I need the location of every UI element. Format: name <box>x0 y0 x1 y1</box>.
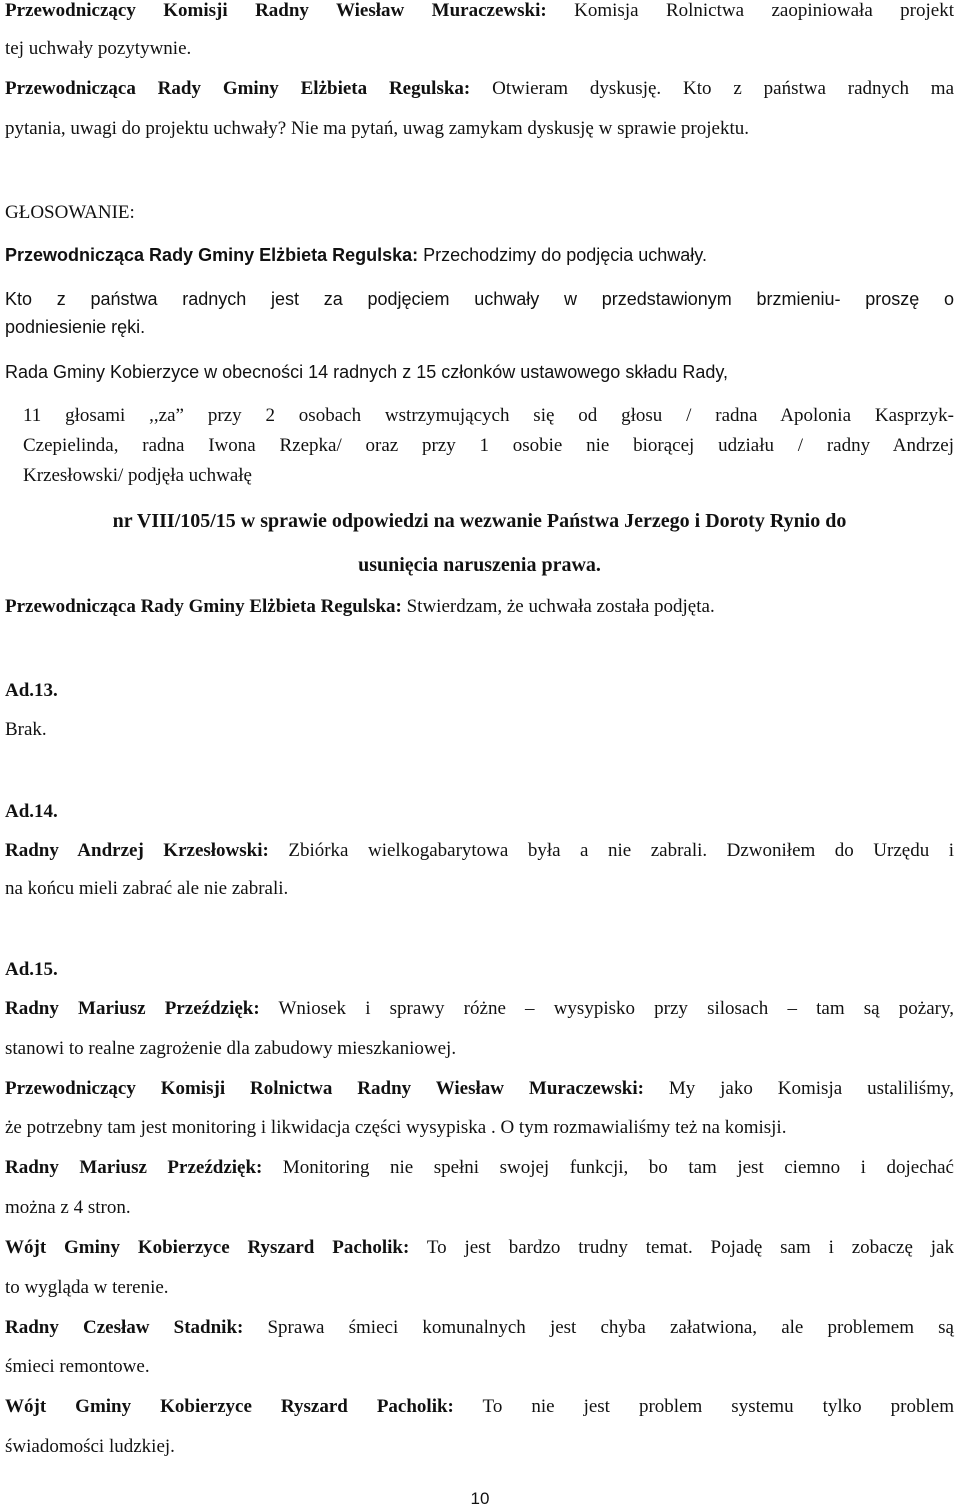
speaker-name: Radny Mariusz Przeździęk: <box>5 998 260 1019</box>
paragraph-line: to wygląda w terenie. <box>5 1277 169 1298</box>
paragraph-line: że potrzebny tam jest monitoring i likwidacja części wysypiska . O tym rozmawialiśmy też na komisji. <box>5 1117 787 1138</box>
agenda-heading: Ad.15. <box>5 959 58 980</box>
paragraph-line <box>5 1237 954 1259</box>
speaker-name: Radny Andrzej Krzesłowski: <box>5 840 269 861</box>
paragraph-line: można z 4 stron. <box>5 1197 131 1218</box>
speech-text: Zbiórka wielkogabarytowa była a nie zabrali. Dzwoniłem do Urzędu i <box>268 840 954 861</box>
speaker-name: Przewodnicząca Rady Gminy Elżbieta Regulska: <box>5 78 471 99</box>
speech-text: My jako Komisja ustaliliśmy, <box>643 1078 954 1099</box>
speech-text: To jest bardzo trudny temat. Pojadę sam i zobaczę jak <box>409 1237 954 1258</box>
speaker-name: Wójt Gminy Kobierzyce Ryszard Pacholik: <box>5 1396 454 1417</box>
paragraph-line: Krzesłowski/ podjęła uchwałę <box>23 465 252 486</box>
speaker-name: Wójt Gminy Kobierzyce Ryszard Pacholik: <box>5 1237 410 1258</box>
speaker-name: Przewodniczący Komisji Radny Wiesław Muraczewski: <box>5 0 547 21</box>
resolution-title: nr VIII/105/15 w sprawie odpowiedzi na wezwanie Państwa Jerzego i Doroty Rynio do <box>112 510 847 532</box>
paragraph-line: 11 głosami ,,za” przy 2 osobach wstrzymujących się od głosu / radna Apolonia Kasprzyk- <box>23 405 954 426</box>
agenda-heading: Ad.14. <box>5 801 58 822</box>
paragraph-line: na końcu mieli zabrać ale nie zabrali. <box>5 878 289 899</box>
speaker-name: Radny Czesław Stadnik: <box>5 1317 244 1338</box>
paragraph-line: tej uchwały pozytywnie. <box>5 38 192 59</box>
speech-text: Otwieram dyskusję. Kto z państwa radnych ma <box>470 78 954 99</box>
paragraph-line <box>5 1078 954 1100</box>
paragraph-line: pytania, uwagi do projektu uchwały? Nie ma pytań, uwag zamykam dyskusję w sprawie projektu. <box>5 118 749 139</box>
paragraph-line <box>5 998 954 1020</box>
speech-text: Wniosek i sprawy różne – wysypisko przy silosach – tam są pożary, <box>259 998 954 1019</box>
paragraph-line <box>5 244 954 266</box>
paragraph-line <box>5 1157 954 1179</box>
speech-text: Monitoring nie spełni swojej funkcji, bo tam jest ciemno i dojechać <box>262 1157 954 1178</box>
paragraph-line <box>5 840 954 862</box>
paragraph-line: świadomości ludzkiej. <box>5 1436 175 1457</box>
paragraph-line <box>5 1396 954 1418</box>
paragraph-line <box>5 596 954 618</box>
paragraph-line: śmieci remontowe. <box>5 1356 150 1377</box>
agenda-heading: Ad.13. <box>5 680 58 701</box>
resolution-title: usunięcia naruszenia prawa. <box>358 554 601 576</box>
voting-heading: GŁOSOWANIE: <box>5 202 135 223</box>
speaker-name: Przewodnicząca Rady Gminy Elżbieta Regulska: <box>5 245 419 265</box>
paragraph-line: Brak. <box>5 719 47 740</box>
speech-text: Przechodzimy do podjęcia uchwały. <box>418 245 707 265</box>
paragraph-line: stanowi to realne zagrożenie dla zabudowy mieszkaniowej. <box>5 1038 457 1059</box>
paragraph-line: podniesienie ręki. <box>5 317 146 337</box>
paragraph-line <box>5 0 954 22</box>
page-number: 10 <box>470 1489 490 1508</box>
paragraph-line: Rada Gminy Kobierzyce w obecności 14 radnych z 15 członków ustawowego składu Rady, <box>5 362 729 382</box>
paragraph-line <box>5 1317 954 1339</box>
paragraph-line <box>5 78 954 100</box>
speech-text: Sprawa śmieci komunalnych jest chyba załatwiona, ale problemem są <box>243 1317 954 1338</box>
speech-text: To nie jest problem systemu tylko problem <box>453 1396 954 1417</box>
paragraph-line: Kto z państwa radnych jest za podjęciem uchwały w przedstawionym brzmieniu- proszę o <box>5 289 954 309</box>
paragraph-line: Czepielinda, radna Iwona Rzepka/ oraz przy 1 osobie nie biorącej udziału / radny Andrzej <box>23 435 954 456</box>
speaker-name: Radny Mariusz Przeździęk: <box>5 1157 263 1178</box>
speech-text: Stwierdzam, że uchwała została podjęta. <box>401 596 715 617</box>
speech-text: Komisja Rolnictwa zaopiniowała projekt <box>546 0 954 21</box>
speaker-name: Przewodniczący Komisji Rolnictwa Radny Wiesław Muraczewski: <box>5 1078 644 1099</box>
speaker-name: Przewodnicząca Rady Gminy Elżbieta Regulska: <box>5 596 402 617</box>
